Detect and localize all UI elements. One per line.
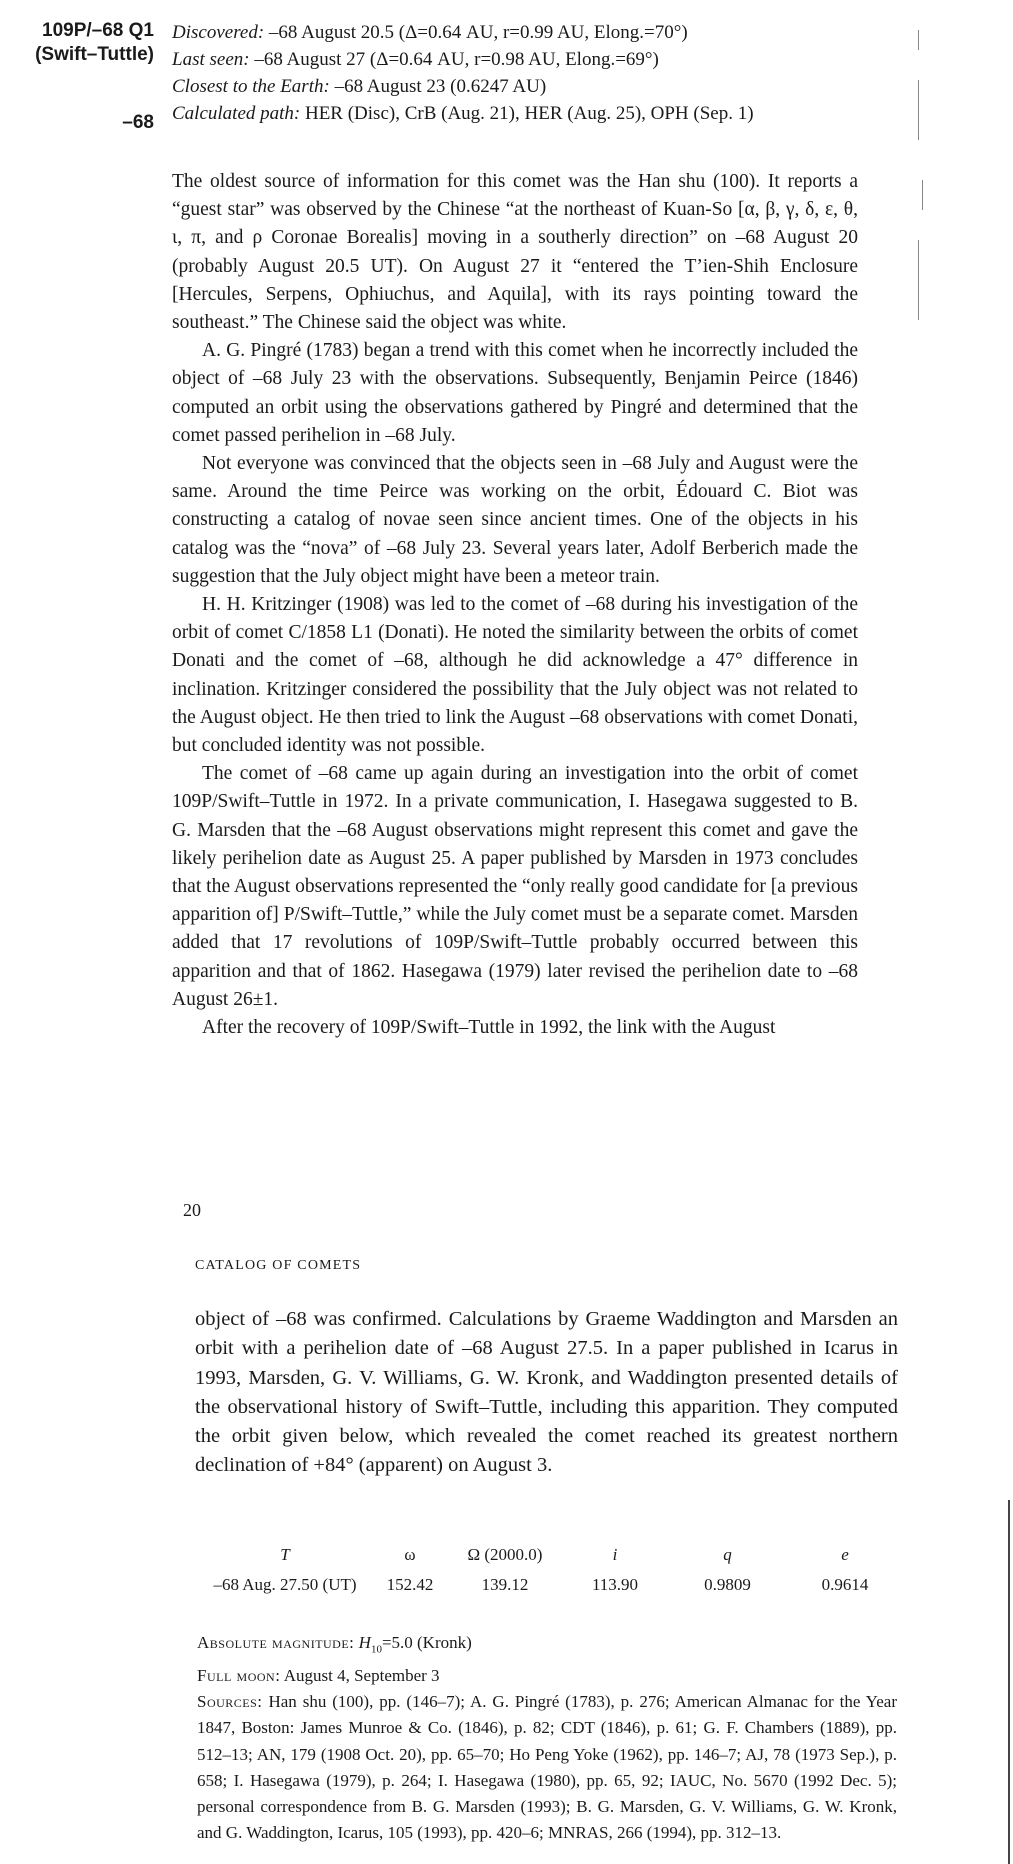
- col-header-node: Ω (2000.0): [467, 1545, 543, 1564]
- last-seen-value: –68 August 27 (Δ=0.64 AU, r=0.98 AU, Elong.=69°): [249, 49, 659, 70]
- last-seen-line: [172, 49, 659, 71]
- abs-mag-sub: 10: [370, 1643, 382, 1656]
- page-number: 20: [183, 1200, 201, 1220]
- sources-label: Sources:: [197, 1691, 263, 1711]
- table-row: [200, 1570, 905, 1600]
- running-head: CATALOG OF COMETS: [195, 1258, 362, 1273]
- absolute-magnitude-line: [197, 1630, 897, 1663]
- cell-q: 0.9809: [704, 1575, 751, 1594]
- cell-omega: 152.42: [386, 1575, 434, 1594]
- body-text: [172, 168, 858, 1042]
- abs-mag-h: H: [358, 1633, 371, 1652]
- abs-mag-value: =5.0 (Kronk): [381, 1633, 472, 1652]
- continued-paragraph: [195, 1305, 898, 1481]
- paragraph: A. G. Pingré (1783) began a trend with this comet when he incorrectly included the object of –68 July 23 with the observations. Subsequently, Benjamin Peirce (1846) computed an orbit using the observations gathered by Pingré and determined that the comet passed perihelion in –68 July.: [172, 340, 858, 446]
- col-header-e: e: [841, 1545, 849, 1564]
- cell-T: –68 Aug. 27.50 (UT): [213, 1575, 357, 1594]
- margin-mark: [922, 180, 923, 210]
- full-moon-label: Full moon:: [197, 1665, 281, 1685]
- col-header-omega: ω: [404, 1545, 416, 1564]
- comet-year: –68: [122, 112, 154, 133]
- path-label: Calculated path:: [172, 103, 301, 124]
- full-moon-line: [197, 1663, 897, 1689]
- margin-mark: [918, 80, 919, 140]
- full-moon-value: August 4, September 3: [280, 1665, 440, 1685]
- path-line: [172, 103, 754, 125]
- notes-block: [197, 1630, 897, 1847]
- discovered-value: –68 August 20.5 (Δ=0.64 AU, r=0.99 AU, Elong.=70°): [264, 22, 688, 43]
- col-header-i: i: [612, 1545, 618, 1564]
- paragraph: After the recovery of 109P/Swift–Tuttle in 1992, the link with the August: [202, 1017, 776, 1039]
- comet-designation: 109P/–68 Q1: [42, 20, 154, 41]
- paragraph: The oldest source of information for this comet was the Han shu (100). It reports a “guest star” was observed by the Chinese “at the northeast of Kuan-So [α, β, γ, δ, ε, θ, ι, π, and ρ Coronae Borealis] moving in a southerly direction” on –68 August 20 (probably August 20.5 UT). On August 27 it “entered the T’ien-Shih Enclosure [Hercules, Serpens, Ophiuchus, and Aquila], with its rays pointing toward the southeast.” The Chinese said the object was white.: [172, 171, 858, 334]
- cell-node: 139.12: [481, 1575, 529, 1594]
- paragraph: The comet of –68 came up again during an investigation into the orbit of comet 109P/Swift–Tuttle in 1972. In a private communication, I. Hasegawa suggested to B. G. Marsden that the –68 August observations might represent this comet and gave the likely perihelion date as August 25. A paper published by Marsden in 1973 concludes that the August observations represented the “only really good candidate for [a previous apparition of] P/Swift–Tuttle,” while the July comet must be a separate comet. Marsden added that 17 revolutions of 109P/Swift–Tuttle probably occurred between this apparition and that of 1862. Hasegawa (1979) later revised the perihelion date to –68 August 26±1.: [172, 763, 858, 1010]
- path-value: HER (Disc), CrB (Aug. 21), HER (Aug. 25), OPH (Sep. 1): [300, 103, 754, 124]
- discovered-label: Discovered:: [172, 22, 265, 43]
- margin-mark: [918, 240, 919, 320]
- paragraph: Not everyone was convinced that the objects seen in –68 July and August were the same. Around the time Peirce was working on the orbit, Édouard C. Biot was constructing a catalog of novae seen since ancient times. One of the objects in his catalog was the “nova” of –68 July 23. Several years later, Adolf Berberich made the suggestion that the July object might have been a meteor train.: [172, 453, 858, 587]
- closest-line: [172, 76, 546, 98]
- paragraph: H. H. Kritzinger (1908) was led to the comet of –68 during his investigation of the orbit of comet C/1858 L1 (Donati). He noted the similarity between the orbits of comet Donati and the comet of –68, although he did acknowledge a 47° difference in inclination. Kritzinger considered the possibility that the July object was not related to the August object. He then tried to link the August –68 observations with comet Donati, but concluded identity was not possible.: [172, 594, 858, 757]
- comet-name: (Swift–Tuttle): [35, 44, 154, 65]
- cell-e: 0.9614: [821, 1575, 869, 1594]
- col-header-T: T: [280, 1545, 290, 1564]
- margin-mark: [918, 30, 919, 50]
- paragraph: object of –68 was confirmed. Calculations by Graeme Waddington and Marsden an orbit with a perihelion date of –68 August 27.5. In a paper published in Icarus in 1993, Marsden, G. V. Williams, G. W. Kronk, and Waddington presented details of the observational history of Swift–Tuttle, including this apparition. They computed the orbit given below, which revealed the comet reached its greatest northern declination of +84° (apparent) on August 3.: [195, 1308, 898, 1477]
- abs-mag-label: Absolute magnitude:: [197, 1633, 355, 1652]
- closest-value: –68 August 23 (0.6247 AU): [329, 76, 547, 97]
- sources-line: [197, 1689, 897, 1847]
- cell-i: 113.90: [591, 1575, 639, 1594]
- orbit-table: [200, 1540, 905, 1600]
- last-seen-label: Last seen:: [172, 49, 250, 70]
- sources-text: Han shu (100), pp. (146–7); A. G. Pingré (1783), p. 276; American Almanac for the Year 1847, Boston: James Munroe & Co. (1846), p. 82; CDT (1846), p. 61; G. F. Chambers (1889), pp. 512–13; AN, 179 (1908 Oct. 20), pp. 65–70; Ho Peng Yoke (1962), pp. 146–7; AJ, 78 (1973 Sep.), p. 658; I. Hasegawa (1979), p. 264; I. Hasegawa (1980), pp. 65, 92; IAUC, No. 5670 (1992 Dec. 5); personal correspondence from B. G. Marsden (1993); B. G. Marsden, G. V. Williams, G. W. Kronk, and G. Waddington, Icarus, 105 (1993), pp. 420–6; MNRAS, 266 (1994), pp. 312–13.: [197, 1691, 897, 1843]
- closest-label: Closest to the Earth:: [172, 76, 330, 97]
- orbit-table-header: [200, 1540, 905, 1570]
- col-header-q: q: [723, 1545, 732, 1564]
- discovered-line: [172, 22, 688, 44]
- margin-mark: [1008, 1500, 1010, 1864]
